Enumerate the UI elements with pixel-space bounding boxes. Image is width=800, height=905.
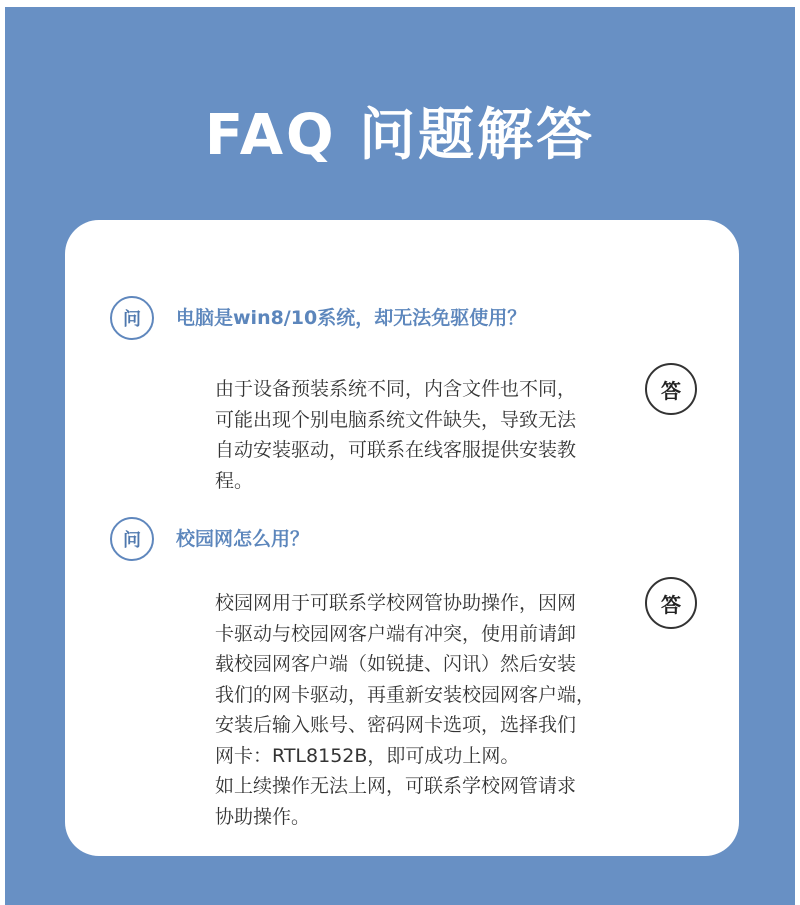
faq-answer-2-line: 网卡：RTL8152B，即可成功上网。 <box>215 744 520 767</box>
answer-badge-icon: 答 <box>645 577 697 629</box>
answer-badge-icon: 答 <box>645 363 697 415</box>
faq-page <box>5 7 795 905</box>
faq-question-2: 校园网怎么用？ <box>176 528 310 550</box>
faq-answer-2-line: 我们的网卡驱动，再重新安装校园网客户端， <box>215 683 596 706</box>
faq-answer-2-line: 校园网用于可联系学校网管协助操作，因网 <box>215 592 577 614</box>
faq-answer-2 <box>215 588 595 832</box>
faq-answer-1 <box>215 374 576 496</box>
faq-answer-1-line: 自动安装驱动，可联系在线客服提供安装教 <box>215 439 577 461</box>
faq-answer-1-line: 可能出现个别电脑系统文件缺失，导致无法 <box>215 408 577 431</box>
faq-question-1: 电脑是win8/10系统，却无法免驱使用？ <box>176 307 527 329</box>
faq-answer-2-line: 卡驱动与校园网客户端有冲突，使用前请卸 <box>215 622 577 645</box>
faq-card <box>65 220 739 856</box>
faq-answer-2-line: 协助操作。 <box>215 805 311 828</box>
faq-answer-1-line: 由于设备预装系统不同，内含文件也不同， <box>215 378 577 400</box>
page-title: FAQ 问题解答 <box>204 103 596 168</box>
question-badge-icon: 问 <box>110 517 154 561</box>
question-badge-icon: 问 <box>110 296 154 340</box>
faq-answer-1-line: 程。 <box>215 469 254 492</box>
faq-answer-2-line: 如上续操作无法上网，可联系学校网管请求 <box>215 775 577 797</box>
faq-answer-2-line: 安装后输入账号、密码网卡选项，选择我们 <box>215 714 577 736</box>
faq-answer-2-line: 载校园网客户端（如锐捷、闪讯）然后安装 <box>215 653 577 675</box>
